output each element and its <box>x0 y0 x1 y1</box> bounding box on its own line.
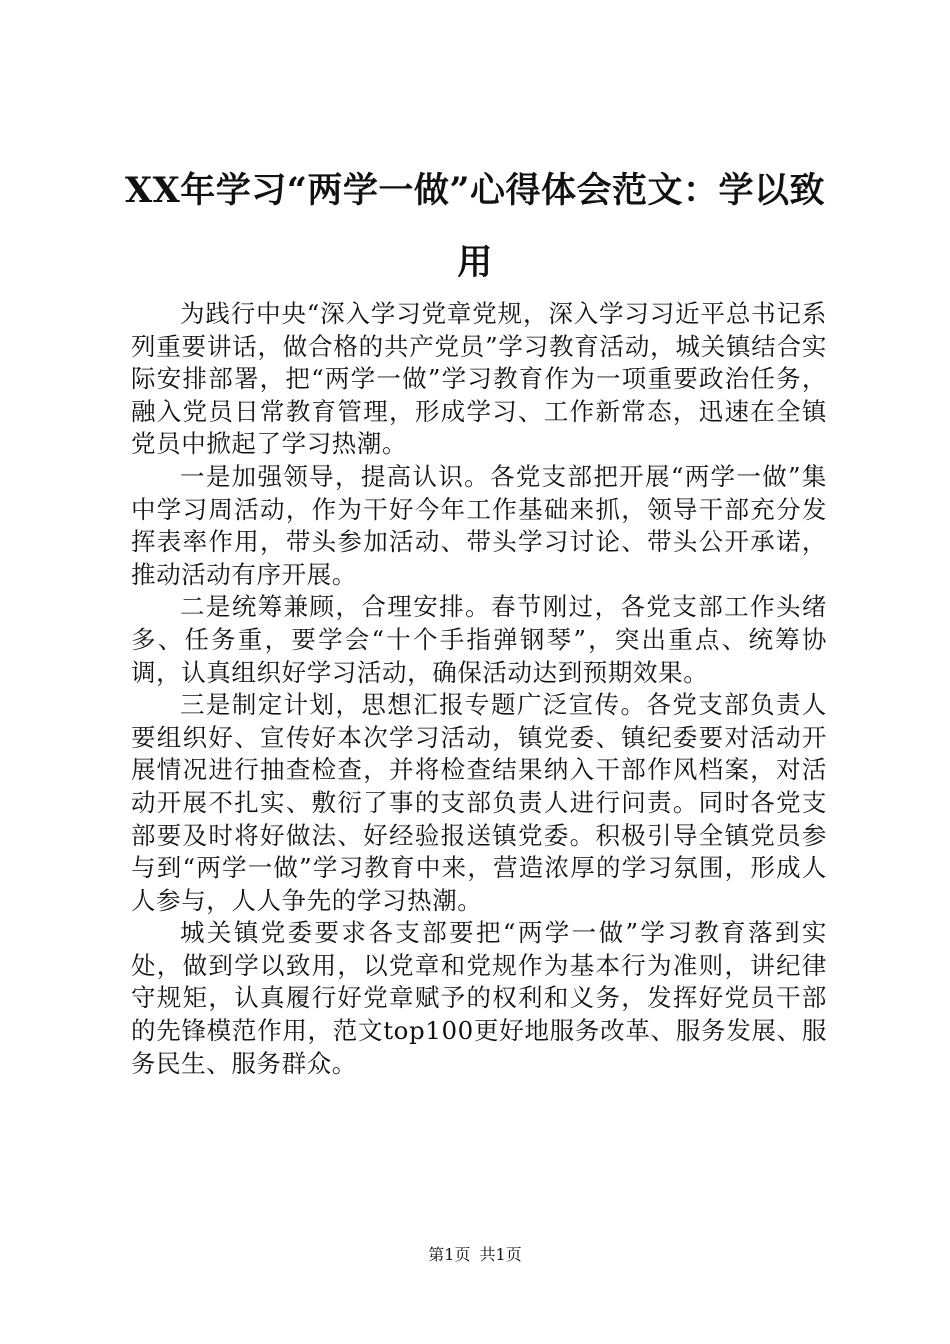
paragraph-intro: 为践行中央“深入学习党章党规，深入学习习近平总书记系列重要讲话，做合格的共产党员”学习教育活动，城关镇结合实际安排部署，把“两学一做”学习教育作为一项重要政治任务，融入党员日常教育管理，形成学习、工作新常态，迅速在全镇党员中掀起了学习热潮。 <box>131 299 827 459</box>
document-body <box>131 298 827 1080</box>
page-footer <box>0 1245 950 1265</box>
page-number: 第1页 <box>428 1245 471 1264</box>
page-total: 共1页 <box>479 1245 522 1264</box>
paragraph-point-three: 三是制定计划，思想汇报专题广泛宣传。各党支部负责人要组织好、宣传好本次学习活动，镇党委、镇纪委要对活动开展情况进行抽查检查，并将检查结果纳入干部作风档案，对活动开展不扎实、敷衍了事的支部负责人进行问责。同时各党支部要及时将好做法、好经验报送镇党委。积极引导全镇党员参与到“两学一做”学习教育中来，营造浓厚的学习氛围，形成人人参与，人人争先的学习热潮。 <box>131 690 827 915</box>
document-title: XX年学习“两学一做”心得体会范文：学以致用 <box>124 170 826 283</box>
paragraph-point-two: 二是统筹兼顾，合理安排。春节刚过，各党支部工作头绪多、任务重，要学会“十个手指弹钢琴”，突出重点、统筹协调，认真组织好学习活动，确保活动达到预期效果。 <box>131 592 827 687</box>
paragraph-point-one: 一是加强领导，提高认识。各党支部把开展“两学一做”集中学习周活动，作为干好今年工作基础来抓，领导干部充分发挥表率作用，带头参加活动、带头学习讨论、带头公开承诺，推动活动有序开展。 <box>131 461 827 589</box>
paragraph-conclusion: 城关镇党委要求各支部要把“两学一做”学习教育落到实处，做到学以致用，以党章和党规作为基本行为准则，讲纪律守规矩，认真履行好党章赋予的权利和义务，发挥好党员干部的先锋模范作用，范文top100更好地服务改革、服务发展、服务民生、服务群众。 <box>131 918 827 1078</box>
